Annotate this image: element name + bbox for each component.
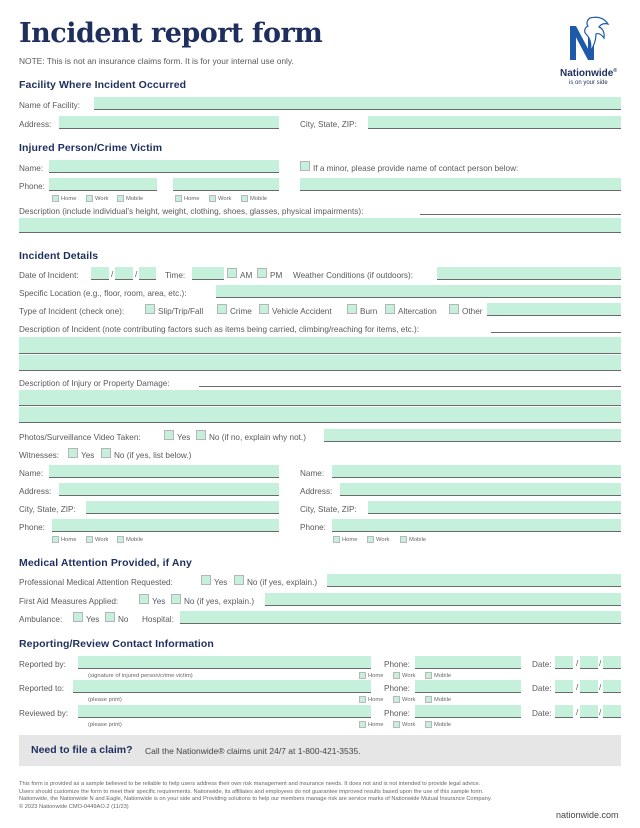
phone2-mobile-checkbox[interactable] xyxy=(241,195,248,202)
location-field[interactable] xyxy=(216,285,621,298)
reported-by-phone-field[interactable] xyxy=(415,656,521,669)
medical-heading: Medical Attention Provided, if Any xyxy=(19,557,192,569)
facility-name-label: Name of Facility: xyxy=(19,101,80,110)
victim-heading: Injured Person/Crime Victim xyxy=(19,142,163,154)
victim-phone-field[interactable] xyxy=(49,178,157,191)
reported-by-home-checkbox[interactable] xyxy=(359,672,366,679)
witness2-city-label: City, State, ZIP: xyxy=(300,505,357,514)
slash: / xyxy=(599,683,602,692)
facility-name-field[interactable] xyxy=(94,97,621,110)
witness1-phone-field[interactable] xyxy=(52,519,279,532)
phone2-home-checkbox[interactable] xyxy=(175,195,182,202)
facility-city-field[interactable] xyxy=(368,116,621,129)
reported-by-mobile-checkbox[interactable] xyxy=(425,672,432,679)
footer-disclaimer xyxy=(19,781,492,811)
injury-field-1[interactable] xyxy=(19,390,621,406)
footer-line: Nationwide, the Nationwide N and Eagle, Nationwide is on your side and Providing solutions to help our members manage risk are service marks of Nationwide Mutual Insurance Company. xyxy=(19,796,492,803)
witness2-work-checkbox[interactable] xyxy=(367,536,374,543)
date-month-field[interactable] xyxy=(91,267,109,280)
type-other-checkbox[interactable] xyxy=(449,304,459,314)
minor-label: If a minor, please provide name of contact person below: xyxy=(313,164,519,173)
logo-tagline: is on your side xyxy=(569,80,608,86)
witness1-city-label: City, State, ZIP: xyxy=(19,505,76,514)
footer-line: © 2023 Nationwide CMO-0449AO.2 (11/23) xyxy=(19,803,129,810)
reported-to-work-checkbox[interactable] xyxy=(393,696,400,703)
work-label: Work xyxy=(218,196,232,202)
slash: / xyxy=(111,270,114,279)
professional-yes-label: Yes xyxy=(214,578,228,587)
phone-work-checkbox[interactable] xyxy=(86,195,93,202)
victim-description-line[interactable] xyxy=(420,214,621,215)
witness1-name-label: Name: xyxy=(19,469,44,478)
hospital-field[interactable] xyxy=(180,611,621,624)
ambulance-no-checkbox[interactable] xyxy=(105,612,115,622)
claim-box xyxy=(19,735,621,766)
reported-to-label: Reported to: xyxy=(19,684,65,693)
reviewed-by-date-label: Date: xyxy=(532,709,552,718)
time-label: Time: xyxy=(165,271,186,280)
work-label: Work xyxy=(95,196,109,202)
time-field[interactable] xyxy=(192,267,224,280)
incident-description-label: Description of Incident (note contributing factors such as items being carried, climbing/reaching for items, etc.): xyxy=(19,325,420,334)
reported-by-date-label: Date: xyxy=(532,660,552,669)
location-label: Specific Location (e.g., floor, room, area, etc.): xyxy=(19,289,187,298)
mobile-label: Mobile xyxy=(126,196,144,202)
type-crime-checkbox[interactable] xyxy=(217,304,227,314)
witness2-name-label: Name: xyxy=(300,469,325,478)
ambulance-yes-checkbox[interactable] xyxy=(73,612,83,622)
mobile-label: Mobile xyxy=(434,673,452,679)
photos-no-checkbox[interactable] xyxy=(196,430,206,440)
photos-explain-field[interactable] xyxy=(324,429,621,442)
reviewed-by-work-checkbox[interactable] xyxy=(393,721,400,728)
home-label: Home xyxy=(61,537,77,543)
reported-to-home-checkbox[interactable] xyxy=(359,696,366,703)
reviewed-by-label: Reviewed by: xyxy=(19,709,69,718)
type-altercation-label: Altercation xyxy=(398,307,437,316)
witness2-mobile-checkbox[interactable] xyxy=(400,536,407,543)
reviewed-by-day-field[interactable] xyxy=(580,705,598,718)
reviewed-by-home-checkbox[interactable] xyxy=(359,721,366,728)
type-altercation-checkbox[interactable] xyxy=(385,304,395,314)
weather-field[interactable] xyxy=(437,267,621,280)
reported-by-month-field[interactable] xyxy=(555,656,573,669)
reported-to-phone-field[interactable] xyxy=(415,680,521,693)
reviewed-by-caption: (please print) xyxy=(88,722,122,728)
reported-to-date-label: Date: xyxy=(532,684,552,693)
ambulance-label: Ambulance: xyxy=(19,615,63,624)
incident-description-field-2[interactable] xyxy=(19,355,621,371)
date-year-field[interactable] xyxy=(139,267,156,280)
witness2-city-field[interactable] xyxy=(368,501,621,514)
slash: / xyxy=(576,708,579,717)
mobile-label: Mobile xyxy=(250,196,268,202)
nationwide-logo-icon xyxy=(568,14,614,64)
claim-text: Call the Nationwide® claims unit 24/7 at 1-800-421-3535. xyxy=(145,746,361,756)
review-heading: Reporting/Review Contact Information xyxy=(19,638,214,650)
professional-no-checkbox[interactable] xyxy=(234,575,244,585)
victim-name-field[interactable] xyxy=(49,160,279,173)
slash: / xyxy=(599,708,602,717)
details-heading: Incident Details xyxy=(19,250,99,262)
reported-by-work-checkbox[interactable] xyxy=(393,672,400,679)
witnesses-no-label: No (if yes, list below.) xyxy=(114,451,192,460)
reported-by-label: Reported by: xyxy=(19,660,66,669)
first-aid-label: First Aid Measures Applied: xyxy=(19,597,119,606)
mobile-label: Mobile xyxy=(126,537,144,543)
witness1-name-field[interactable] xyxy=(49,465,279,478)
work-label: Work xyxy=(402,697,416,703)
mobile-label: Mobile xyxy=(434,697,452,703)
mobile-label: Mobile xyxy=(434,722,452,728)
injury-line[interactable] xyxy=(199,386,621,387)
witnesses-label: Witnesses: xyxy=(19,451,60,460)
reported-to-field[interactable] xyxy=(73,680,371,693)
contact-person-field[interactable] xyxy=(300,178,621,191)
work-label: Work xyxy=(376,537,390,543)
home-label: Home xyxy=(368,697,384,703)
victim-description-label: Description (include individual’s height, weight, clothing, shoes, glasses, physical impairments): xyxy=(19,207,364,216)
victim-name-label: Name: xyxy=(19,164,44,173)
reported-to-year-field[interactable] xyxy=(603,680,621,693)
type-other-field[interactable] xyxy=(487,303,621,316)
witness1-address-field[interactable] xyxy=(59,483,279,496)
type-crime-label: Crime xyxy=(230,307,252,316)
type-slip-checkbox[interactable] xyxy=(145,304,155,314)
injury-label: Description of Injury or Property Damage: xyxy=(19,379,170,388)
reported-by-field[interactable] xyxy=(78,656,371,669)
witnesses-yes-checkbox[interactable] xyxy=(68,448,78,458)
am-label: AM xyxy=(240,271,253,280)
first-aid-yes-label: Yes xyxy=(152,597,166,606)
type-burn-checkbox[interactable] xyxy=(347,304,357,314)
photos-no-label: No (if no, explain why not.) xyxy=(209,433,306,442)
reported-to-day-field[interactable] xyxy=(580,680,598,693)
pm-checkbox[interactable] xyxy=(257,268,267,278)
weather-label: Weather Conditions (if outdoors): xyxy=(293,271,413,280)
minor-checkbox[interactable] xyxy=(300,161,310,171)
witness1-city-field[interactable] xyxy=(86,501,279,514)
reported-by-year-field[interactable] xyxy=(603,656,621,669)
slash: / xyxy=(576,683,579,692)
home-label: Home xyxy=(342,537,358,543)
facility-heading: Facility Where Incident Occurred xyxy=(19,79,187,91)
witness1-phone-label: Phone: xyxy=(19,523,45,532)
pm-label: PM xyxy=(270,271,283,280)
type-slip-label: Slip/Trip/Fall xyxy=(158,307,204,316)
page-title: Incident report form xyxy=(19,18,323,49)
first-aid-yes-checkbox[interactable] xyxy=(139,594,149,604)
work-label: Work xyxy=(402,722,416,728)
reported-to-phone-label: Phone: xyxy=(384,684,410,693)
facility-address-label: Address: xyxy=(19,120,52,129)
footer-line: Users should customize the form to meet their specific requirements. Nationwide, its affiliates and employees do not guarantee improved results based upon the use of this sample form. xyxy=(19,788,484,795)
work-label: Work xyxy=(402,673,416,679)
first-aid-no-label: No (if yes, explain.) xyxy=(184,597,255,606)
witnesses-yes-label: Yes xyxy=(81,451,95,460)
reported-to-month-field[interactable] xyxy=(555,680,573,693)
incident-description-line[interactable] xyxy=(491,332,621,333)
witness1-address-label: Address: xyxy=(19,487,52,496)
footer-website[interactable]: nationwide.com xyxy=(556,810,619,820)
type-vehicle-checkbox[interactable] xyxy=(259,304,269,314)
professional-yes-checkbox[interactable] xyxy=(201,575,211,585)
victim-phone-field-2[interactable] xyxy=(173,178,279,191)
type-other-label: Other xyxy=(462,307,483,316)
witness2-address-field[interactable] xyxy=(340,483,621,496)
professional-explain-field[interactable] xyxy=(327,574,621,587)
reviewed-by-year-field[interactable] xyxy=(603,705,621,718)
work-label: Work xyxy=(95,537,109,543)
witness2-phone-label: Phone: xyxy=(300,523,326,532)
victim-description-field[interactable] xyxy=(19,218,621,233)
witness1-mobile-checkbox[interactable] xyxy=(117,536,124,543)
slash: / xyxy=(135,270,138,279)
home-label: Home xyxy=(368,722,384,728)
witness1-home-checkbox[interactable] xyxy=(52,536,59,543)
phone-mobile-checkbox[interactable] xyxy=(117,195,124,202)
date-day-field[interactable] xyxy=(115,267,133,280)
reviewed-by-field[interactable] xyxy=(78,705,371,718)
reported-by-day-field[interactable] xyxy=(580,656,598,669)
first-aid-no-checkbox[interactable] xyxy=(171,594,181,604)
victim-phone-label: Phone: xyxy=(19,182,45,191)
claim-heading: Need to file a claim? xyxy=(31,744,133,756)
injury-field-2[interactable] xyxy=(19,407,621,423)
logo-wordmark: Nationwide® xyxy=(560,68,618,79)
slash: / xyxy=(599,659,602,668)
type-label: Type of Incident (check one): xyxy=(19,307,125,316)
facility-address-field[interactable] xyxy=(59,116,279,129)
witness2-name-field[interactable] xyxy=(332,465,621,478)
home-label: Home xyxy=(368,673,384,679)
reported-to-mobile-checkbox[interactable] xyxy=(425,696,432,703)
first-aid-explain-field[interactable] xyxy=(265,593,621,606)
witness2-phone-field[interactable] xyxy=(332,519,621,532)
reported-by-caption: (signature of injured person/crime victim) xyxy=(88,673,193,679)
reported-to-caption: (please print) xyxy=(88,697,122,703)
footer-line: This form is provided as a sample believed to be reliable to help users address their own risk management and insurance needs. It does not and is not intended to provide legal advice. xyxy=(19,781,481,787)
reviewed-by-month-field[interactable] xyxy=(555,705,573,718)
reviewed-by-phone-field[interactable] xyxy=(415,705,521,718)
phone-home-checkbox[interactable] xyxy=(52,195,59,202)
photos-yes-label: Yes xyxy=(177,433,191,442)
facility-city-label: City, State, ZIP: xyxy=(300,120,357,129)
home-label: Home xyxy=(61,196,77,202)
witness2-address-label: Address: xyxy=(300,487,333,496)
reviewed-by-mobile-checkbox[interactable] xyxy=(425,721,432,728)
phone2-work-checkbox[interactable] xyxy=(209,195,216,202)
professional-no-label: No (if yes, explain.) xyxy=(247,578,318,587)
professional-label: Professional Medical Attention Requested: xyxy=(19,578,173,587)
photos-label: Photos/Surveillance Video Taken: xyxy=(19,433,141,442)
witness1-work-checkbox[interactable] xyxy=(86,536,93,543)
type-burn-label: Burn xyxy=(360,307,378,316)
incident-description-field-1[interactable] xyxy=(19,337,621,354)
reviewed-by-phone-label: Phone: xyxy=(384,709,410,718)
hospital-label: Hospital: xyxy=(142,615,174,624)
type-vehicle-label: Vehicle Accident xyxy=(272,307,332,316)
ambulance-no-label: No xyxy=(118,615,129,624)
witness2-home-checkbox[interactable] xyxy=(333,536,340,543)
am-checkbox[interactable] xyxy=(227,268,237,278)
date-label: Date of Incident: xyxy=(19,271,79,280)
mobile-label: Mobile xyxy=(409,537,427,543)
witnesses-no-checkbox[interactable] xyxy=(101,448,111,458)
ambulance-yes-label: Yes xyxy=(86,615,100,624)
reported-by-phone-label: Phone: xyxy=(384,660,410,669)
slash: / xyxy=(576,659,579,668)
photos-yes-checkbox[interactable] xyxy=(164,430,174,440)
home-label: Home xyxy=(184,196,200,202)
form-note: NOTE: This is not an insurance claims form. It is for your internal use only. xyxy=(19,56,294,66)
